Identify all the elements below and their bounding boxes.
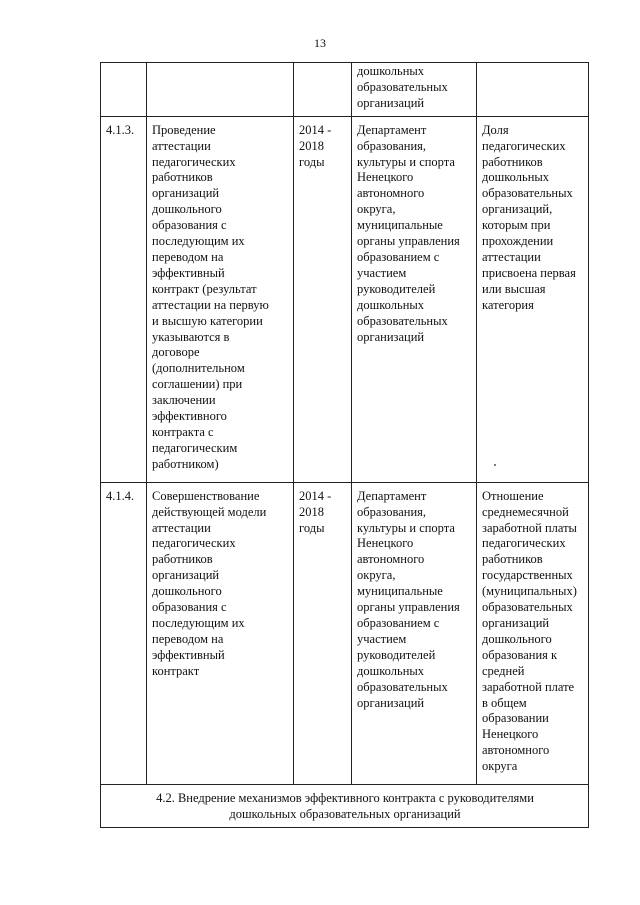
table-row-4-1-4 <box>101 482 589 784</box>
cell-period <box>294 63 352 117</box>
scan-speck <box>494 464 496 466</box>
measures-table <box>100 62 589 828</box>
cell-period: 2014 - 2018 годы <box>294 116 352 482</box>
cell-action: Проведение аттестации педагогических работников организаций дошкольного образования с последующим их переводом на эффективный контракт (результат аттестации на первую и высшую категории указываются в договоре (дополнительном соглашении) при заключении эффективного контракта с педагогическим работником) <box>147 116 294 482</box>
table-row-section-4-2 <box>101 784 589 827</box>
cell-action: Совершенствование действующей модели аттестации педагогических работников организаций дошкольного образования с последующим их переводом на эффективный контракт <box>147 482 294 784</box>
cell-executor: Департамент образования, культуры и спорта Ненецкого автономного округа, муниципальные органы управления образованием с участием руководителей дошкольных образовательных организаций <box>352 482 477 784</box>
cell-executor: дошкольных образовательных организаций <box>352 63 477 117</box>
cell-indicator <box>477 63 589 117</box>
cell-action <box>147 63 294 117</box>
cell-num: 4.1.3. <box>101 116 147 482</box>
table-row-4-1-3 <box>101 116 589 482</box>
cell-indicator: Отношение среднемесячной заработной платы педагогических работников государственных (муниципальных) образовательных организаций дошкольного образования к средней заработной плате в общем образовании Ненецкого автономного округа <box>477 482 589 784</box>
cell-executor: Департамент образования, культуры и спорта Ненецкого автономного округа, муниципальные органы управления образованием с участием руководителей дошкольных образовательных организаций <box>352 116 477 482</box>
table-row-continuation <box>101 63 589 117</box>
page-number: 13 <box>314 36 326 50</box>
cell-num: 4.1.4. <box>101 482 147 784</box>
cell-period: 2014 - 2018 годы <box>294 482 352 784</box>
section-heading: 4.2. Внедрение механизмов эффективного контракта с руководителями дошкольных образовательных организаций <box>101 784 589 827</box>
cell-indicator: Доля педагогических работников дошкольных образовательных организаций, которым при прохождении аттестации присвоена первая или высшая категория <box>477 116 589 482</box>
cell-num <box>101 63 147 117</box>
